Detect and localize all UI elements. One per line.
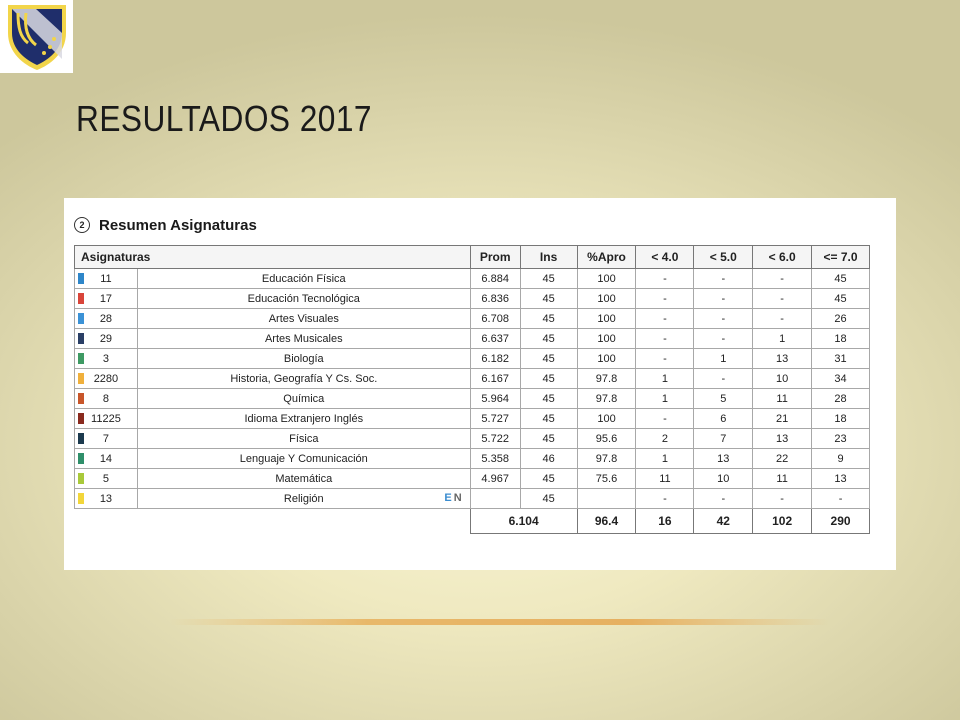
cell-lt4: -	[636, 269, 694, 289]
shield-icon	[6, 3, 68, 71]
subject-code: 29	[99, 332, 113, 345]
table-row	[75, 409, 870, 429]
cell-lt5: 5	[694, 389, 753, 409]
header-lt5: < 5.0	[694, 246, 753, 269]
subject-name-cell	[137, 369, 470, 389]
cell-apro	[577, 489, 636, 509]
summary-panel	[64, 198, 896, 570]
en-badge	[444, 492, 463, 504]
cell-prom: 5.722	[470, 429, 520, 449]
cell-apro: 97.8	[577, 389, 636, 409]
cell-prom: 5.964	[470, 389, 520, 409]
table-row	[75, 329, 870, 349]
cell-lt6: 13	[753, 429, 812, 449]
cell-ins: 45	[520, 409, 577, 429]
slide-title: RESULTADOS 2017	[76, 98, 372, 139]
cell-le7: 34	[812, 369, 870, 389]
subject-code-cell	[75, 269, 138, 289]
subject-name-cell	[137, 489, 470, 509]
subject-code-cell	[75, 329, 138, 349]
panel-header	[74, 215, 257, 235]
cell-lt5: 1	[694, 349, 753, 369]
subjects-summary-table	[74, 245, 870, 534]
en-badge-e: E	[444, 492, 454, 504]
header-ins: Ins	[520, 246, 577, 269]
table-row	[75, 429, 870, 449]
cell-ins: 45	[520, 269, 577, 289]
subject-name-cell	[137, 329, 470, 349]
total-lt6: 102	[753, 509, 812, 534]
header-lt6: < 6.0	[753, 246, 812, 269]
subject-code: 28	[99, 312, 113, 325]
cell-ins: 45	[520, 469, 577, 489]
cell-lt6: 21	[753, 409, 812, 429]
subject-color-swatch	[78, 453, 84, 464]
cell-le7: 28	[812, 389, 870, 409]
en-badge-n: N	[453, 492, 464, 504]
table-header-row	[75, 246, 870, 269]
subject-code-cell	[75, 349, 138, 369]
cell-lt4: -	[636, 409, 694, 429]
cell-lt4: -	[636, 489, 694, 509]
cell-lt4: 1	[636, 369, 694, 389]
cell-prom: 5.727	[470, 409, 520, 429]
cell-lt6: 22	[753, 449, 812, 469]
cell-lt6: 11	[753, 469, 812, 489]
cell-le7: 23	[812, 429, 870, 449]
header-lt4: < 4.0	[636, 246, 694, 269]
total-lt5: 42	[694, 509, 753, 534]
cell-lt5: 10	[694, 469, 753, 489]
subject-code-cell	[75, 409, 138, 429]
cell-prom: 6.708	[470, 309, 520, 329]
header-le7: <= 7.0	[812, 246, 870, 269]
cell-lt5: -	[694, 329, 753, 349]
subject-name: Historia, Geografía Y Cs. Soc.	[230, 372, 378, 385]
subject-code: 11	[100, 272, 112, 285]
cell-le7: 18	[812, 409, 870, 429]
cell-prom: 4.967	[470, 469, 520, 489]
cell-ins: 45	[520, 349, 577, 369]
cell-lt5: 13	[694, 449, 753, 469]
subject-color-swatch	[78, 433, 84, 444]
cell-lt6: -	[753, 489, 812, 509]
subject-color-swatch	[78, 373, 84, 384]
cell-lt6: 13	[753, 349, 812, 369]
cell-prom: 6.167	[470, 369, 520, 389]
subject-name-cell	[137, 429, 470, 449]
total-le7: 290	[812, 509, 870, 534]
decorative-divider	[170, 619, 830, 625]
cell-prom: 6.637	[470, 329, 520, 349]
subject-name: Artes Musicales	[264, 332, 343, 345]
cell-ins: 45	[520, 389, 577, 409]
subject-name-cell	[137, 349, 470, 369]
subject-name: Matemática	[275, 472, 333, 485]
cell-lt4: -	[636, 349, 694, 369]
table-row	[75, 269, 870, 289]
cell-prom: 6.884	[470, 269, 520, 289]
subject-name: Religión	[283, 492, 324, 505]
header-asignaturas: Asignaturas	[75, 246, 471, 269]
subject-name-cell	[137, 289, 470, 309]
subject-color-swatch	[78, 273, 84, 284]
subject-color-swatch	[78, 493, 84, 504]
cell-prom: 6.182	[470, 349, 520, 369]
total-apro: 96.4	[577, 509, 636, 534]
panel-title: Resumen Asignaturas	[99, 216, 257, 234]
subject-name: Educación Tecnológica	[247, 292, 360, 305]
table-row	[75, 449, 870, 469]
subject-code: 14	[99, 452, 113, 465]
cell-lt6: 11	[753, 389, 812, 409]
cell-lt4: 2	[636, 429, 694, 449]
cell-lt5: -	[694, 289, 753, 309]
cell-le7: 9	[812, 449, 870, 469]
cell-ins: 45	[520, 369, 577, 389]
cell-apro: 100	[577, 329, 636, 349]
totals-row	[75, 509, 870, 534]
cell-lt5: -	[694, 369, 753, 389]
subject-name-cell	[137, 449, 470, 469]
cell-ins: 45	[520, 289, 577, 309]
subject-code: 2280	[93, 372, 119, 385]
table-row	[75, 289, 870, 309]
school-crest-logo	[0, 0, 73, 73]
cell-prom: 5.358	[470, 449, 520, 469]
cell-le7: 45	[812, 269, 870, 289]
header-apro: %Apro	[577, 246, 636, 269]
subject-name-cell	[137, 409, 470, 429]
subject-color-swatch	[78, 393, 84, 404]
cell-lt4: -	[636, 289, 694, 309]
cell-le7: 45	[812, 289, 870, 309]
table-row	[75, 389, 870, 409]
cell-le7: -	[812, 489, 870, 509]
subject-code-cell	[75, 489, 138, 509]
cell-lt6: 10	[753, 369, 812, 389]
subject-code: 3	[102, 352, 109, 365]
cell-lt6: -	[753, 289, 812, 309]
cell-le7: 13	[812, 469, 870, 489]
cell-lt5: 6	[694, 409, 753, 429]
cell-ins: 45	[520, 309, 577, 329]
subject-color-swatch	[78, 413, 84, 424]
total-lt4: 16	[636, 509, 694, 534]
subject-name: Artes Visuales	[268, 312, 339, 325]
cell-ins: 45	[520, 329, 577, 349]
table-row	[75, 349, 870, 369]
cell-apro: 97.8	[577, 449, 636, 469]
subject-name: Lenguaje Y Comunicación	[239, 452, 368, 465]
cell-ins: 45	[520, 489, 577, 509]
cell-lt4: 11	[636, 469, 694, 489]
subject-color-swatch	[78, 293, 84, 304]
subject-name: Física	[289, 432, 319, 445]
cell-lt5: -	[694, 269, 753, 289]
subject-color-swatch	[78, 353, 84, 364]
cell-le7: 31	[812, 349, 870, 369]
subject-code-cell	[75, 449, 138, 469]
cell-lt5: -	[694, 309, 753, 329]
subject-code-cell	[75, 389, 138, 409]
cell-lt5: 7	[694, 429, 753, 449]
table-row	[75, 489, 870, 509]
subject-name-cell	[137, 269, 470, 289]
cell-ins: 46	[520, 449, 577, 469]
subject-code: 11225	[91, 412, 121, 425]
cell-lt4: -	[636, 309, 694, 329]
cell-apro: 97.8	[577, 369, 636, 389]
subject-name-cell	[137, 389, 470, 409]
cell-lt4: -	[636, 329, 694, 349]
cell-prom: 6.836	[470, 289, 520, 309]
cell-lt4: 1	[636, 449, 694, 469]
subject-code: 13	[99, 492, 113, 505]
subject-code-cell	[75, 429, 138, 449]
subject-name-cell	[137, 309, 470, 329]
subject-name: Química	[283, 392, 325, 405]
section-number-badge: 2	[74, 217, 90, 233]
table-row	[75, 309, 870, 329]
subject-name: Idioma Extranjero Inglés	[244, 412, 364, 425]
cell-apro: 100	[577, 349, 636, 369]
total-prom: 6.104	[470, 509, 577, 534]
cell-apro: 75.6	[577, 469, 636, 489]
table-row	[75, 369, 870, 389]
subject-name: Biología	[283, 352, 324, 365]
subject-color-swatch	[78, 473, 84, 484]
subject-code: 17	[99, 292, 113, 305]
cell-lt6: -	[753, 309, 812, 329]
cell-apro: 95.6	[577, 429, 636, 449]
table-row	[75, 469, 870, 489]
cell-lt6: -	[753, 269, 812, 289]
cell-apro: 100	[577, 309, 636, 329]
cell-le7: 26	[812, 309, 870, 329]
subject-code-cell	[75, 289, 138, 309]
subject-code: 7	[102, 432, 109, 445]
header-prom: Prom	[470, 246, 520, 269]
subject-name: Educación Física	[261, 272, 346, 285]
cell-le7: 18	[812, 329, 870, 349]
subject-code: 5	[102, 472, 109, 485]
subject-code: 8	[102, 392, 109, 405]
cell-apro: 100	[577, 409, 636, 429]
cell-prom	[470, 489, 520, 509]
cell-lt5: -	[694, 489, 753, 509]
subject-color-swatch	[78, 313, 84, 324]
cell-apro: 100	[577, 289, 636, 309]
cell-apro: 100	[577, 269, 636, 289]
subject-code-cell	[75, 309, 138, 329]
cell-lt6: 1	[753, 329, 812, 349]
subject-name-cell	[137, 469, 470, 489]
subject-color-swatch	[78, 333, 84, 344]
subject-code-cell	[75, 369, 138, 389]
cell-ins: 45	[520, 429, 577, 449]
subject-code-cell	[75, 469, 138, 489]
cell-lt4: 1	[636, 389, 694, 409]
